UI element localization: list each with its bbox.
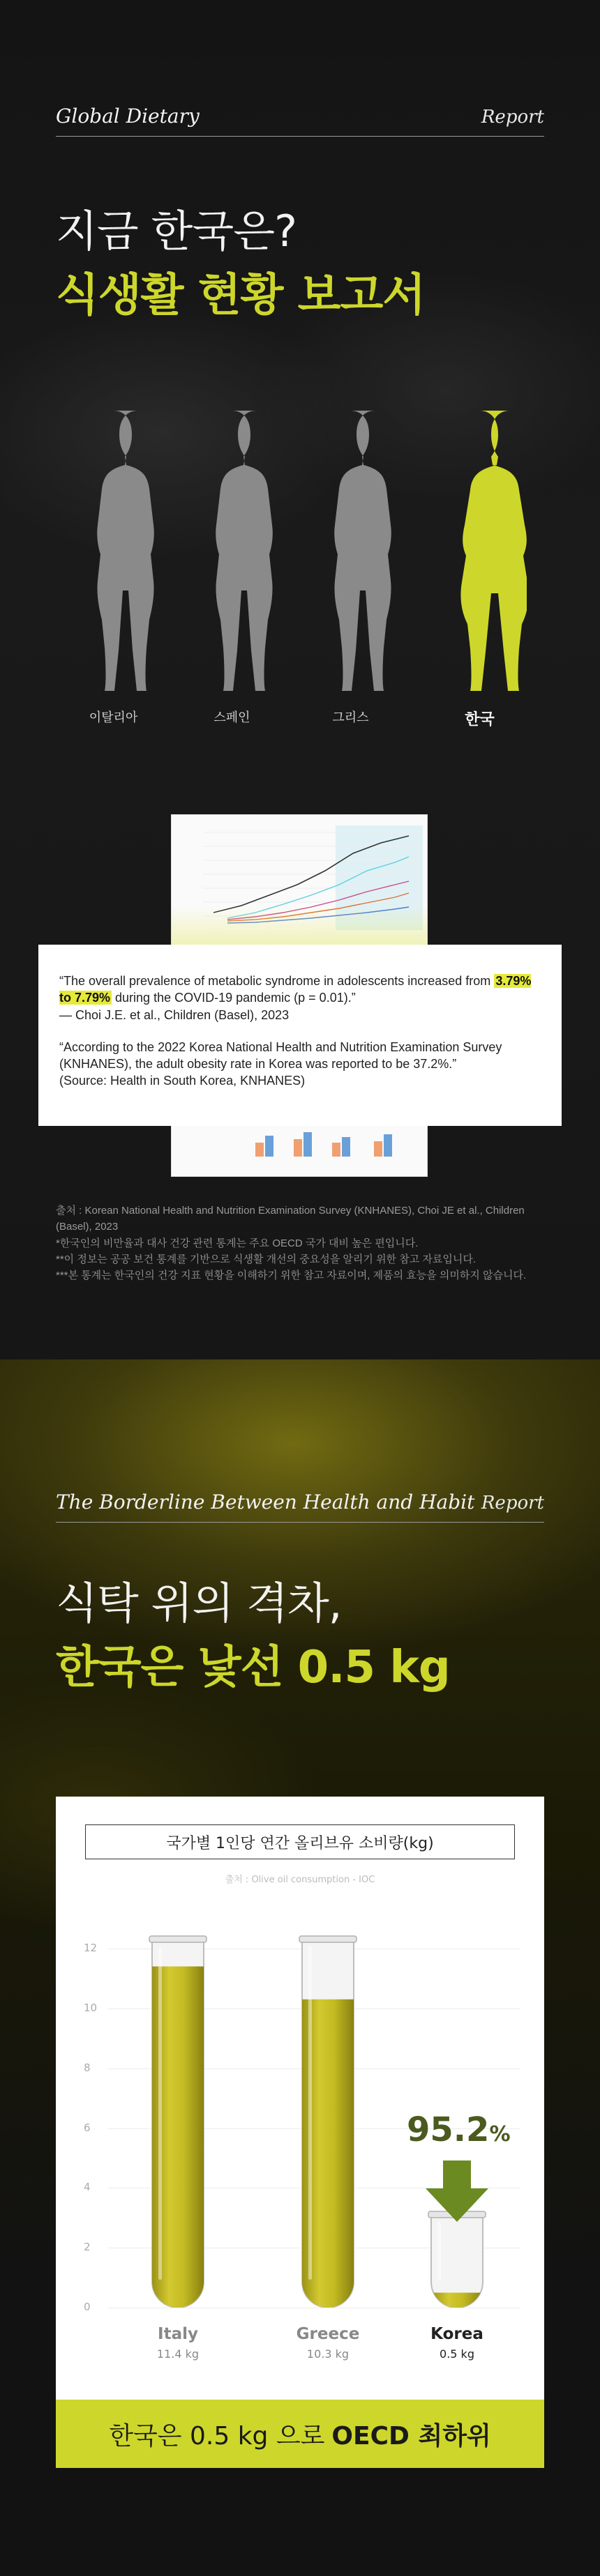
figure-greece — [303, 408, 398, 694]
quote-1-text-end: during the COVID-19 pandemic (p = 0.01).” — [112, 991, 356, 1005]
oil-fill — [428, 2293, 486, 2308]
y-tick-label: 4 — [84, 2181, 91, 2194]
headline-line1: 지금 한국은? — [56, 206, 297, 257]
tube-rim — [149, 1936, 207, 1942]
difference-unit: % — [489, 2122, 511, 2147]
test-tube-bar — [149, 1935, 207, 2308]
note-line: 출처 : Korean National Health and Nutrition Examination Survey (KNHANES), Choi JE et al., Children (Basel), 2023 — [56, 1205, 525, 1233]
person-silhouette-icon — [433, 408, 527, 694]
quote-1-source: — Choi J.E. et al., Children (Basel), 2023 — [59, 1007, 290, 1022]
test-tube-bar — [428, 2211, 486, 2308]
figure-label: 이탈리아 — [89, 710, 138, 725]
figure-label-highlight: 한국 — [465, 711, 495, 729]
note-line: **이 정보는 공공 보건 통계를 기반으로 식생활 개선의 중요성을 알리기 위한 참고 자료입니다. — [56, 1253, 476, 1265]
quote-1-highlight: 3.79% to 7.79% — [59, 974, 532, 1005]
figure-korea — [433, 408, 527, 694]
person-silhouette-icon — [66, 408, 160, 694]
person-silhouette-icon — [185, 408, 279, 694]
note-line: *한국인의 비만율과 대사 건강 관련 통계는 주요 OECD 국가 대비 높은 편입니다. — [56, 1237, 419, 1249]
arrow-down-icon — [426, 2160, 488, 2222]
section-header — [56, 105, 544, 137]
consumption-chart-card — [56, 1797, 544, 2468]
quote-2 — [59, 1039, 541, 1090]
header-report-label: Report — [481, 107, 544, 128]
headline-line2: 한국은 낯선 0.5 kg — [56, 1642, 450, 1693]
figure-spain — [185, 408, 279, 694]
y-tick-label: 6 — [84, 2121, 91, 2134]
x-value-italy: 11.4 kg — [156, 2347, 200, 2361]
quote-1 — [59, 973, 541, 1023]
x-label-italy: Italy — [158, 2325, 198, 2343]
y-tick-label: 2 — [84, 2241, 91, 2254]
note-line: ***본 통계는 한국인의 건강 지표 현황을 이해하기 위한 참고 자료이며, 제품의 효능을 의미하지 않습니다. — [56, 1270, 527, 1281]
quote-2-source: (Source: Health in South Korea, KNHANES) — [59, 1074, 306, 1088]
oil-fill — [149, 1967, 207, 2308]
headline-line1: 식탁 위의 격차, — [56, 1578, 342, 1629]
y-tick-label: 10 — [84, 2001, 98, 2014]
y-tick-label: 8 — [84, 2061, 91, 2074]
person-silhouette-icon — [303, 408, 398, 694]
section-header — [56, 1491, 544, 1523]
header-title: Global Dietary — [56, 105, 200, 128]
chart-title: 국가별 1인당 연간 올리브유 소비량(kg) — [85, 1824, 515, 1859]
source-notes — [56, 1203, 544, 1283]
header-title: The Borderline Between Health and Habit — [56, 1491, 475, 1514]
x-label-korea: Korea — [430, 2325, 483, 2343]
banner-text: 한국은 0.5 kg 으로 — [109, 2421, 325, 2451]
test-tube-bar — [299, 1935, 357, 2308]
quote-1-text: “The overall prevalence of metabolic syndrome in adolescents increased from — [59, 974, 495, 988]
x-value-korea: 0.5 kg — [440, 2347, 474, 2361]
y-tick-label: 0 — [84, 2301, 91, 2313]
figure-label: 스페인 — [213, 710, 250, 725]
difference-value: 95.2 — [407, 2110, 490, 2149]
oil-fill — [299, 1999, 357, 2308]
figure-italy — [66, 408, 160, 694]
figure-label: 그리스 — [332, 710, 369, 725]
olive-oil-section — [0, 1359, 600, 2576]
research-quote-box — [38, 945, 562, 1126]
highlight-glow — [171, 906, 428, 948]
x-label-greece: Greece — [296, 2325, 360, 2343]
header-report-label: Report — [481, 1493, 544, 1514]
y-tick-label: 12 — [84, 1942, 98, 1954]
body-figures — [0, 408, 600, 736]
headline-line2: 식생활 현황 보고서 — [56, 270, 426, 321]
difference-percent — [407, 2110, 511, 2149]
quote-2-text: “According to the 2022 Korea National Health and Nutrition Examination Survey (KNHANES), the adult obesity rate in Korea was reported to be 37.2%.” — [59, 1039, 502, 1072]
conclusion-banner — [56, 2400, 544, 2468]
x-value-greece: 10.3 kg — [306, 2347, 350, 2361]
chart-source: 출처 : Olive oil consumption - IOC — [225, 1875, 375, 1885]
banner-bold-text: OECD 최하위 — [331, 2421, 491, 2451]
tube-rim — [299, 1936, 357, 1942]
